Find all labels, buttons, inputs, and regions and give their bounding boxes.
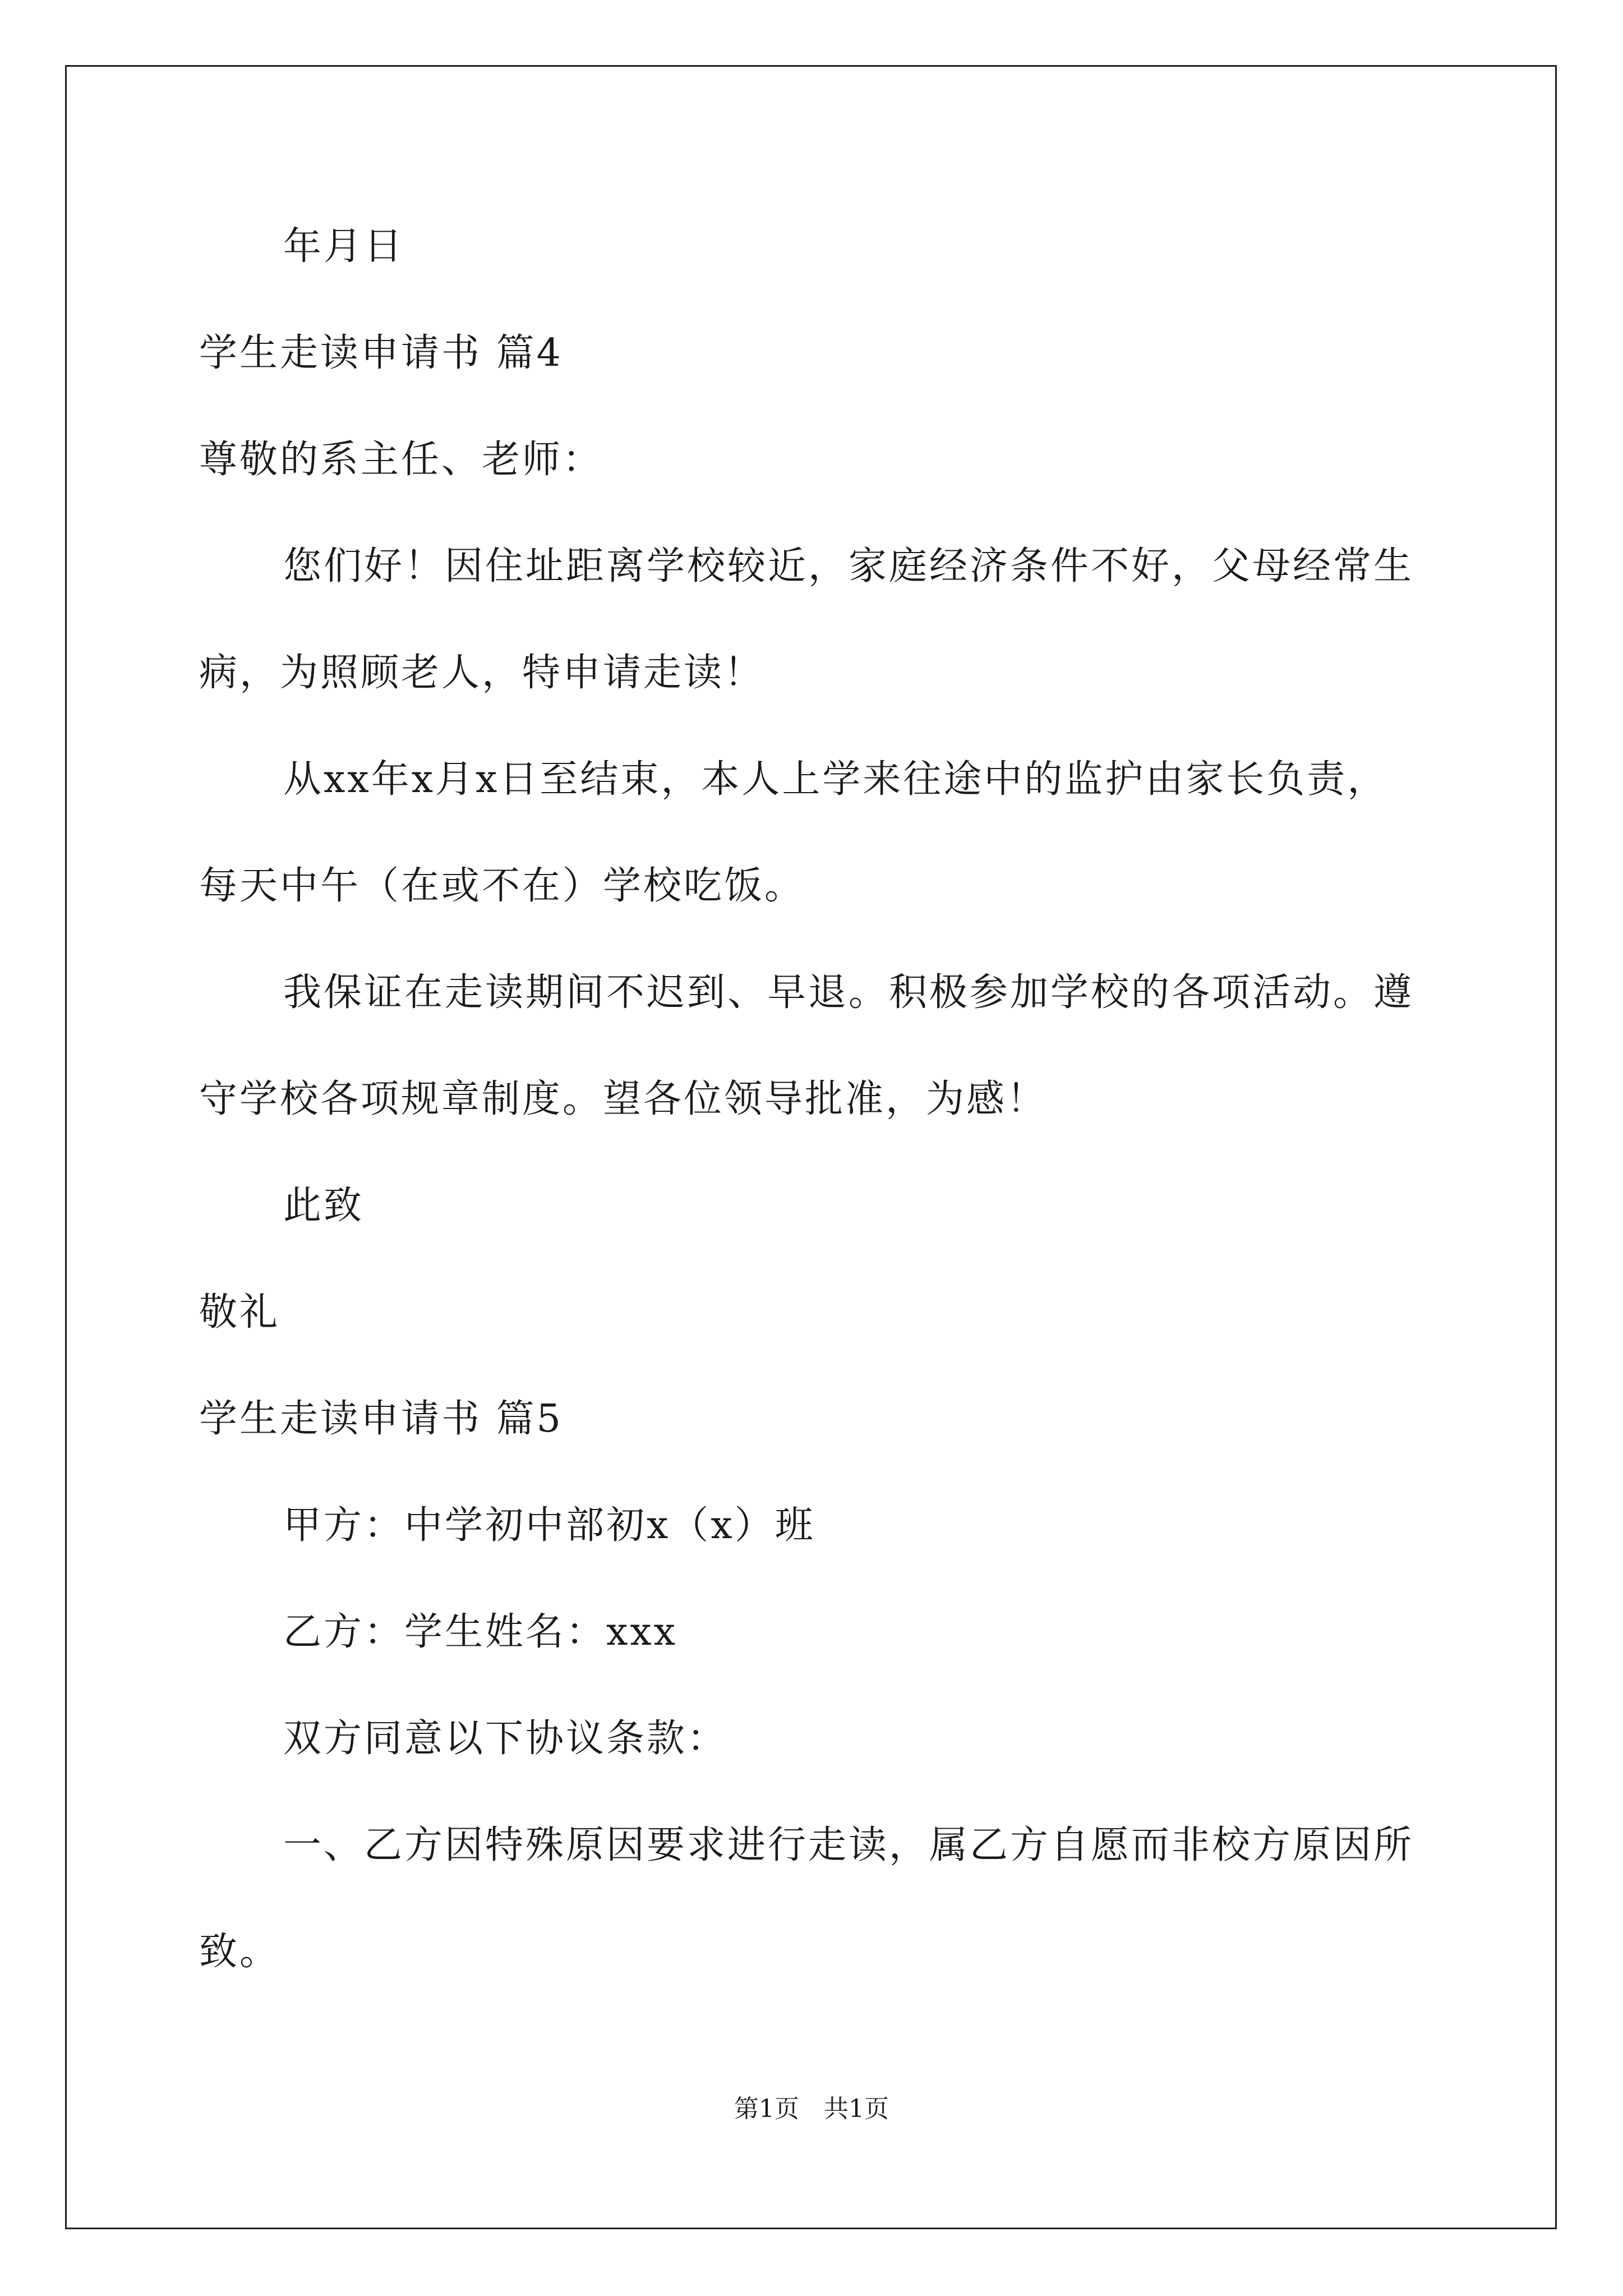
paragraph-line: 我保证在走读期间不迟到、早退。积极参加学校的各项活动。遵 <box>283 970 1414 1015</box>
page-border <box>65 65 1557 2229</box>
party-b-line: 乙方：学生姓名：xxx <box>283 1610 678 1654</box>
paragraph-line: 每天中午（在或不在）学校吃饭。 <box>199 864 805 908</box>
paragraph-line: 一、乙方因特殊原因要求进行走读，属乙方自愿而非校方原因所 <box>283 1823 1414 1867</box>
paragraph-line: 致。 <box>199 1930 280 1974</box>
party-a-line: 甲方：中学初中部初x（x）班 <box>283 1503 815 1548</box>
paragraph-line: 从xx年x月x日至结束，本人上学来往途中的监护由家长负责， <box>283 757 1388 802</box>
closing-line: 此致 <box>283 1184 365 1228</box>
section-heading-5: 学生走读申请书 篇5 <box>199 1397 563 1441</box>
page-number-footer: 第1页 共1页 <box>734 2095 889 2123</box>
date-line: 年月日 <box>283 224 405 269</box>
paragraph-line: 守学校各项规章制度。望各位领导批准，为感！ <box>199 1077 1048 1121</box>
salutation: 尊敬的系主任、老师： <box>199 438 603 482</box>
paragraph-line: 双方同意以下协议条款： <box>283 1717 728 1761</box>
section-heading-4: 学生走读申请书 篇4 <box>199 331 563 375</box>
paragraph-line: 您们好！因住址距离学校较近，家庭经济条件不好，父母经常生 <box>283 544 1414 588</box>
paragraph-line: 病，为照顾老人，特申请走读！ <box>199 651 765 695</box>
closing-regards: 敬礼 <box>199 1290 280 1335</box>
